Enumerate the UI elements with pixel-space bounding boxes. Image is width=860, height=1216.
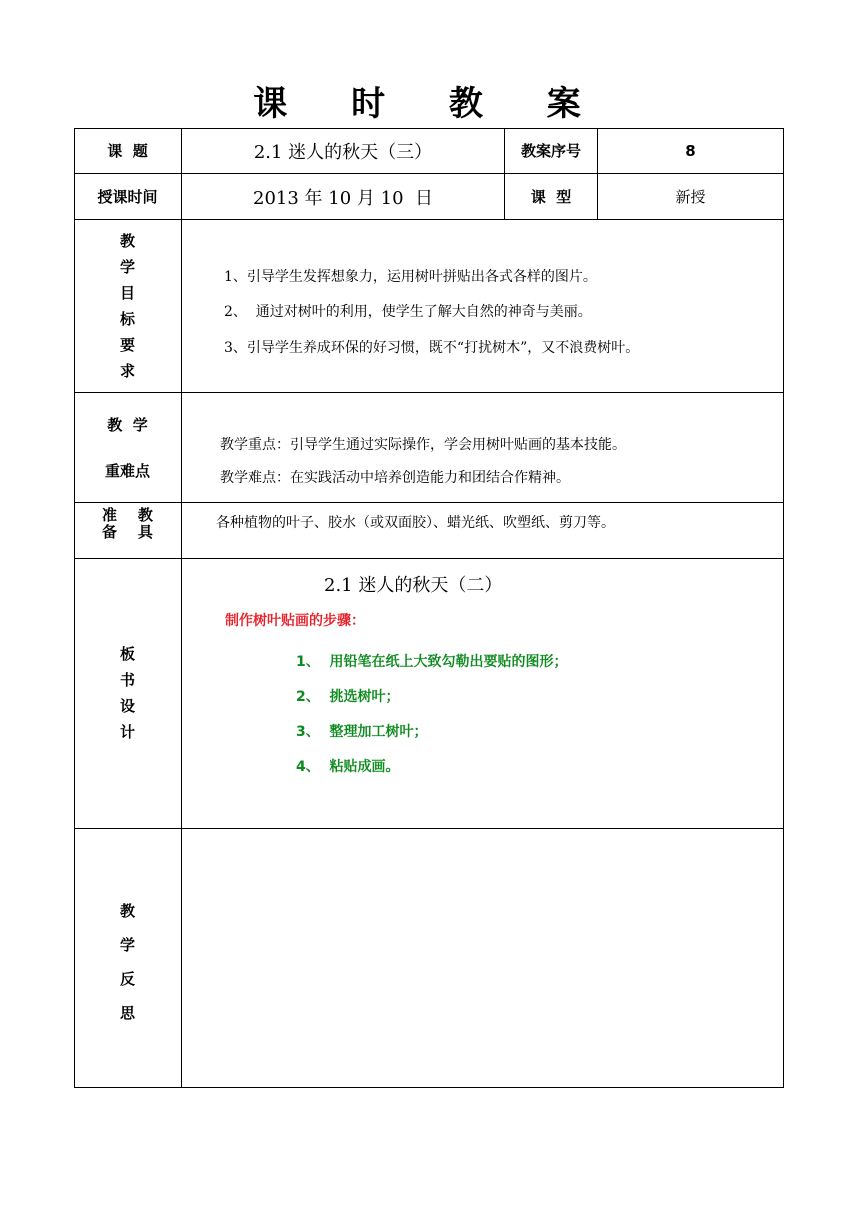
topic-label: 课 题 [107, 142, 148, 160]
teaching-time-value: 2013 年 10 月 10 日 [253, 187, 433, 209]
keypoints-label-line: 重难点 [104, 461, 150, 480]
board-step: 4、 粘贴成画。 [296, 759, 400, 775]
board-heading: 2.1 迷人的秋天（二） [324, 575, 503, 596]
board-label-char: 设 [119, 696, 135, 715]
board-step: 2、 挑选树叶； [296, 689, 400, 705]
goals-label-char: 标 [119, 310, 135, 328]
keypoint-item: 教学难点：在实践活动中培养创造能力和团结合作精神。 [220, 470, 570, 486]
keypoint-item: 教学重点：引导学生通过实际操作，学会用树叶贴画的基本技能。 [220, 437, 626, 453]
topic-value: 2.1 迷人的秋天（三） [253, 141, 433, 163]
goals-label-char: 求 [119, 362, 135, 380]
prep-text: 各种植物的叶子、胶水（或双面胶）、蜡光纸、吹塑纸、剪刀等。 [216, 515, 615, 531]
reflection-label-char: 学 [119, 936, 135, 954]
goals-label [74, 220, 181, 392]
reflection-content-area [182, 829, 783, 1087]
lesson-type-label: 课 型 [530, 188, 572, 206]
board-label-char: 书 [119, 670, 135, 689]
board-label-char: 板 [119, 644, 135, 663]
lesson-type-value: 新授 [675, 188, 706, 206]
teaching-time-label: 授课时间 [97, 188, 158, 206]
keypoints-label [74, 393, 181, 502]
plan-number-value: 8 [685, 141, 696, 160]
goal-item: 2、 通过对树叶的利用，使学生了解大自然的神奇与美丽。 [224, 304, 592, 320]
goal-item: 1、引导学生发挥想象力，运用树叶拼贴出各式各样的图片。 [224, 269, 597, 285]
goals-label-char: 要 [119, 336, 135, 354]
goals-label-char: 目 [119, 284, 135, 302]
prep-label-line: 备 具 [102, 522, 153, 541]
keypoints-label-line: 教 学 [107, 415, 148, 434]
board-step: 3、 整理加工树叶； [296, 724, 428, 740]
reflection-label-char: 教 [119, 902, 135, 920]
plan-number-label: 教案序号 [520, 142, 581, 160]
lesson-plan-table [74, 128, 784, 1088]
reflection-label [74, 829, 181, 1087]
reflection-label-char: 反 [119, 970, 135, 988]
goal-item: 3、引导学生养成环保的好习惯，既不“打扰树木”，又不浪费树叶。 [224, 340, 640, 356]
prep-label [74, 503, 181, 558]
board-label-char: 计 [119, 722, 135, 741]
board-subheading: 制作树叶贴画的步骤： [225, 613, 365, 629]
reflection-label-char: 思 [119, 1004, 135, 1022]
prep-label-line: 准 教 [102, 505, 153, 524]
board-label [74, 559, 181, 828]
page-title: 课 时 教 案 [253, 84, 607, 124]
goals-label-char: 学 [119, 258, 135, 276]
goals-label-char: 教 [119, 232, 135, 250]
table-border-line [783, 128, 784, 1088]
board-step: 1、 用铅笔在纸上大致勾勒出要贴的图形； [296, 654, 568, 670]
